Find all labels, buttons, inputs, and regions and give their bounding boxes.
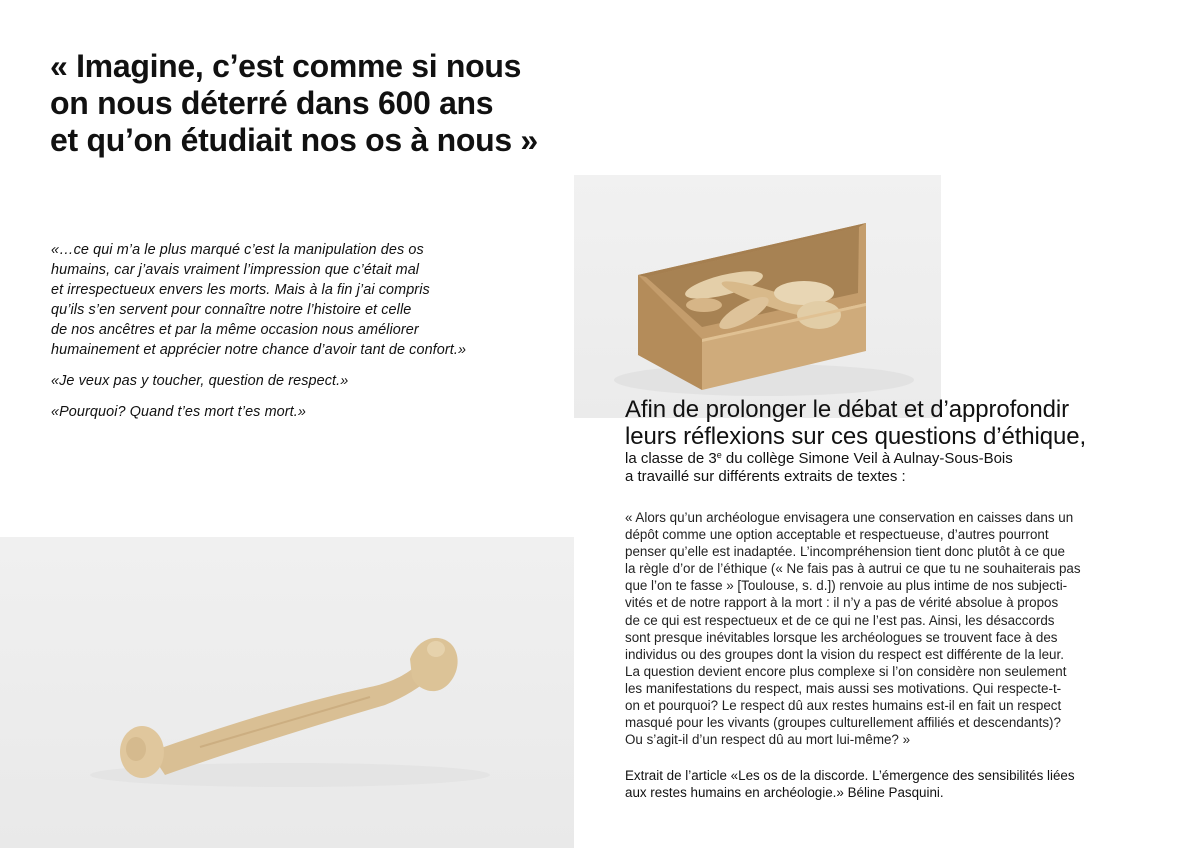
headline-line: et qu’on étudiait nos os à nous » bbox=[50, 122, 538, 158]
class-prefix: la classe de 3 bbox=[625, 450, 717, 467]
headline-line: on nous déterré dans 600 ans bbox=[50, 85, 494, 121]
extract-line: Ou s’agit-il d’un respect dû au mort lui-même? » bbox=[625, 732, 911, 748]
humerus-bone-illustration bbox=[0, 537, 574, 848]
quote-line: «…ce qui m’a le plus marqué c’est la manipulation des os bbox=[51, 242, 424, 258]
student-quote bbox=[51, 240, 571, 360]
intro-subheading bbox=[625, 450, 1185, 486]
quote-line: humainement et apprécier notre chance d’avoir tant de confort.» bbox=[51, 342, 467, 358]
quote-line: et irrespectueux envers les morts. Mais à la fin j’ai compris bbox=[51, 282, 430, 298]
citation-line: aux restes humains en archéologie.» Béline Pasquini. bbox=[625, 785, 944, 801]
intro-heading bbox=[625, 396, 1185, 450]
extract-line: masqué pour les vivants (groupes culturellement affiliés et descendants)? bbox=[625, 715, 1061, 731]
extract-line: dépôt comme une option acceptable et respectueuse, d’autres pourront bbox=[625, 527, 1049, 543]
extract-line: sont presque inévitables lorsque les archéologues se trouvent face à des bbox=[625, 629, 1058, 645]
intro-class-line bbox=[625, 450, 1185, 468]
extract-line: que l’on te fasse » [Toulouse, s. d.]) renvoie au plus intime de nos subjecti- bbox=[625, 578, 1068, 594]
class-suffix: du collège Simone Veil à Aulnay-Sous-Bois bbox=[721, 450, 1013, 467]
article-extract bbox=[625, 509, 1148, 748]
student-quotes bbox=[51, 240, 571, 422]
headline bbox=[50, 48, 610, 159]
article-citation bbox=[625, 767, 1148, 801]
extract-line: La question devient encore plus complexe si l’on considère non seulement bbox=[625, 663, 1067, 679]
intro-heading-line: leurs réflexions sur ces questions d’éthique, bbox=[625, 423, 1087, 450]
intro-heading-line: Afin de prolonger le débat et d’approfondir bbox=[625, 396, 1070, 423]
extract-line: vités et de notre rapport à la mort : il n’y a pas de vérité absolue à propos bbox=[625, 595, 1059, 611]
extract-line: on et pourquoi? Le respect dû aux restes humains est-il en fait un respect bbox=[625, 698, 1062, 714]
extract-line: de ce qui est respectueux et de ce qui ne l’est pas. Ainsi, les désaccords bbox=[625, 612, 1055, 628]
extract-line: les manifestations du respect, mais aussi ses motivations. Qui respecte-t- bbox=[625, 680, 1062, 696]
quote-line: de nos ancêtres et par la même occasion nous améliorer bbox=[51, 322, 419, 338]
extract-line: « Alors qu’un archéologue envisagera une conservation en caisses dans un bbox=[625, 510, 1074, 525]
headline-line: « Imagine, c’est comme si nous bbox=[50, 48, 522, 84]
quote-line: humains, car j’avais vraiment l’impression que c’était mal bbox=[51, 262, 420, 278]
student-quote: «Je veux pas y toucher, question de respect.» bbox=[51, 373, 349, 389]
bone-photo bbox=[0, 537, 574, 848]
extract-line: penser qu’elle est inadaptée. L’incompréhension tient donc plutôt à ce que bbox=[625, 544, 1065, 560]
extract-line: individus ou des groupes dont la vision du respect est différente de la leur. bbox=[625, 646, 1064, 662]
quote-line: qu’ils s’en servent pour connaître notre l’histoire et celle bbox=[51, 302, 412, 318]
bones-in-box-photo bbox=[574, 175, 941, 418]
student-quote: «Pourquoi? Quand t’es mort t’es mort.» bbox=[51, 404, 306, 420]
extract-line: la règle d’or de l’éthique (« Ne fais pas à autrui ce que tu ne souhaiterais pas bbox=[625, 561, 1081, 577]
intro-last-line: a travaillé sur différents extraits de textes : bbox=[625, 468, 906, 485]
intro-block bbox=[625, 396, 1185, 486]
class-superscript: e bbox=[716, 450, 722, 460]
cardboard-box-illustration bbox=[574, 175, 941, 418]
citation-line: Extrait de l’article «Les os de la discorde. L’émergence des sensibilités liées bbox=[625, 768, 1075, 783]
